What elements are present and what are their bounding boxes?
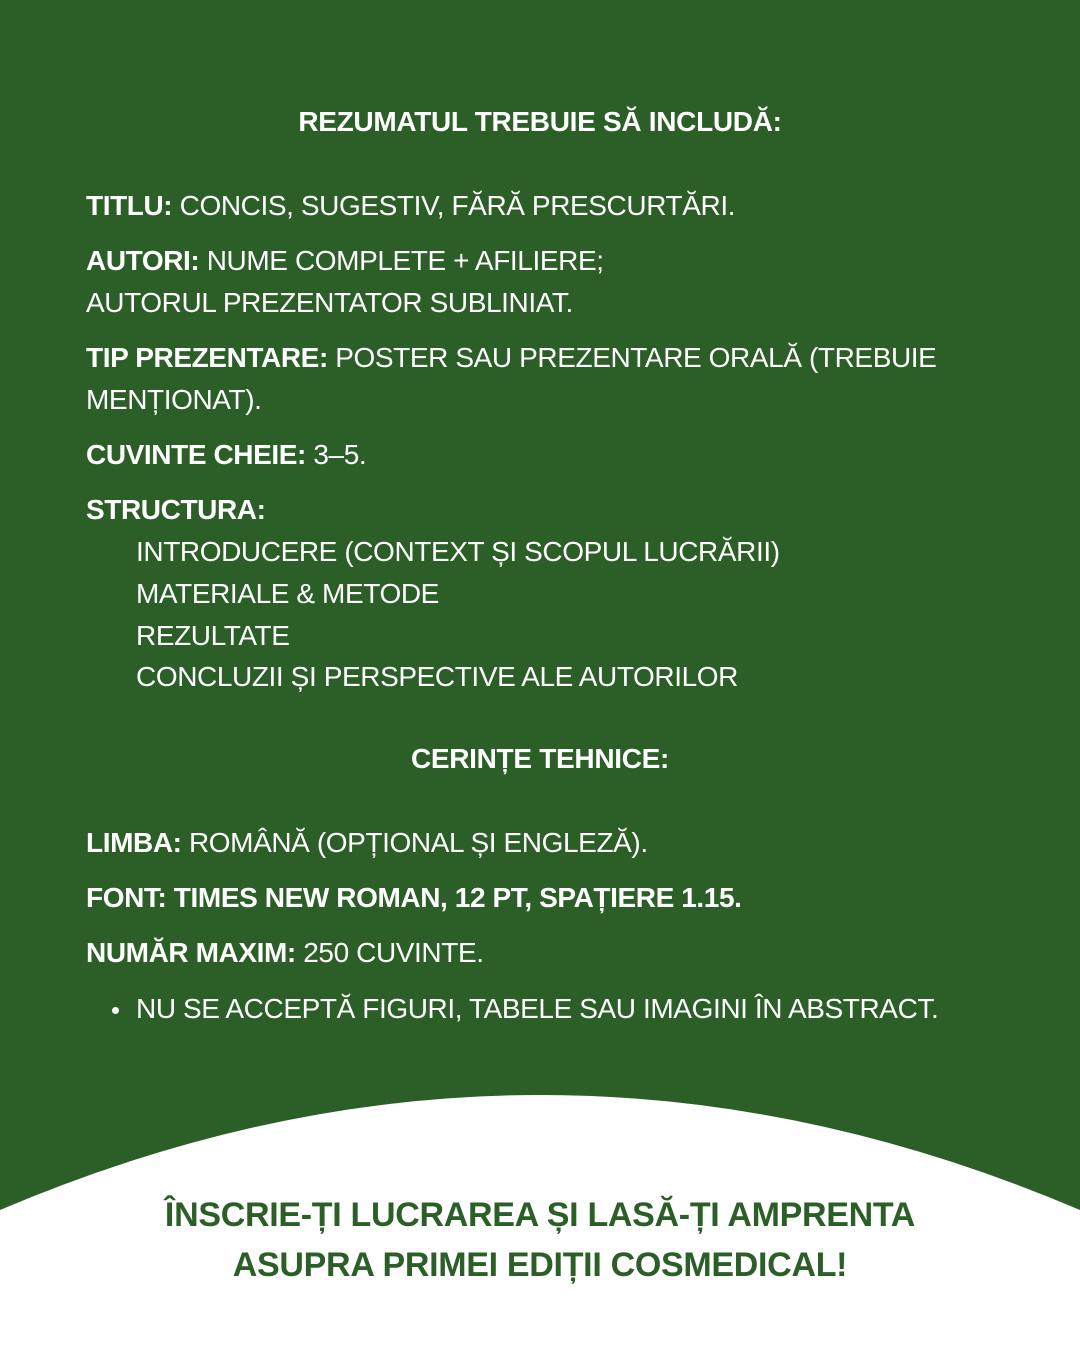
structure-part: REZULTATE (136, 620, 290, 651)
authors-text: NUME COMPLETE + AFILIERE; (199, 245, 604, 276)
presentation-type-cont: MENȚIONAT). (86, 384, 262, 415)
keywords-label: CUVINTE CHEIE: (86, 439, 306, 470)
title-text: CONCIS, SUGESTIV, FĂRĂ PRESCURTĂRI. (172, 190, 736, 221)
structure-part: MATERIALE & METODE (136, 578, 439, 609)
word-limit-text: 250 CUVINTE. (295, 937, 484, 968)
authors-requirement (86, 245, 604, 277)
no-figures-note: NU SE ACCEPTĂ FIGURI, TABELE SAU IMAGINI ÎN ABSTRACT. (136, 993, 939, 1024)
cta-line-1: ÎNSCRIE-ȚI LUCRAREA ȘI LASĂ-ȚI AMPRENTA (164, 1196, 916, 1234)
cta-line-2: ASUPRA PRIMEI EDIȚII COSMEDICAL! (232, 1246, 848, 1284)
word-limit-label: NUMĂR MAXIM: (86, 937, 296, 968)
technical-heading: CERINȚE TEHNICE: (410, 743, 670, 774)
language-text: ROMÂNĂ (OPȚIONAL ȘI ENGLEZĂ). (181, 827, 648, 858)
structure-label (86, 494, 266, 526)
structure-part: CONCLUZII ȘI PERSPECTIVE ALE AUTORILOR (136, 661, 739, 692)
authors-requirement-cont: AUTORUL PREZENTATOR SUBLINIAT. (86, 287, 573, 318)
summary-heading: REZUMATUL TREBUIE SĂ INCLUDĂ: (298, 106, 782, 137)
title-label: TITLU: (86, 190, 173, 221)
keywords-requirement (86, 439, 366, 471)
structure-label-text: STRUCTURA: (86, 494, 266, 525)
font-requirement (86, 882, 742, 914)
language-label: LIMBA: (86, 827, 182, 858)
font-label: FONT: TIMES NEW ROMAN, 12 PT, SPAȚIERE 1.15. (86, 882, 742, 913)
authors-label: AUTORI: (86, 245, 200, 276)
presentation-type-text: POSTER SAU PREZENTARE ORALĂ (TREBUIE (327, 342, 937, 373)
presentation-type-label: TIP PREZENTARE: (86, 342, 328, 373)
title-requirement (86, 190, 735, 222)
keywords-text: 3–5. (305, 439, 367, 470)
word-limit-requirement (86, 937, 484, 969)
bullet-icon (112, 1007, 119, 1014)
structure-part: INTRODUCERE (CONTEXT ȘI SCOPUL LUCRĂRII) (136, 536, 780, 567)
language-requirement (86, 827, 648, 859)
presentation-type-requirement (86, 342, 936, 374)
